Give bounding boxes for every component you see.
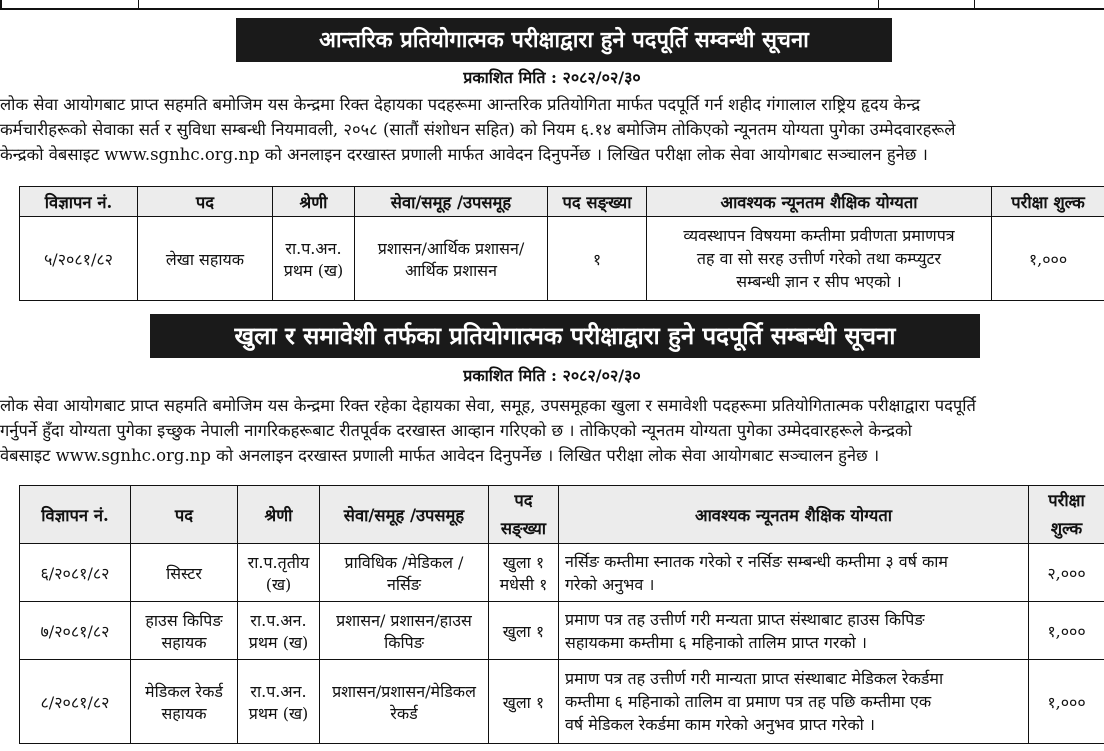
internal-notice-published-date: प्रकाशित मिति : २०८२/०२/३०	[463, 68, 641, 87]
cell-class: रा.प.अन. प्रथम (ख)	[238, 602, 320, 660]
paragraph-line: वेबसाइट www.sgnhc.org.np को अनलाइन दरखास्त प्रणाली मार्फत आवेदन दिनुपर्नेछ । लिखित परीक्षा लोक सेवा आयोगबाट सञ्चालन हुनेछ ।	[0, 446, 880, 465]
header-post-count: पद सङ्ख्या	[548, 187, 647, 217]
header-class: श्रेणी	[238, 486, 320, 544]
table-header-row	[20, 486, 1104, 544]
cell-ad-no: ५/२०८१/८२	[20, 217, 138, 301]
cell-ad-no: ७/२०८१/८२	[20, 602, 131, 660]
open-notice-published-date: प्रकाशित मिति : २०८२/०२/३०	[463, 366, 641, 385]
cell-service: प्रशासन/ प्रशासन/हाउस किपिङ	[320, 602, 489, 660]
open-notice-paragraph	[0, 393, 1104, 468]
cell-class: रा.प.अन. प्रथम (ख)	[273, 217, 355, 301]
table-row	[20, 602, 1104, 660]
header-post-count: पद सङ्ख्या	[489, 486, 559, 544]
internal-notice-title: आन्तरिक प्रतियोगात्मक परीक्षाद्वारा हुने पदपूर्ति सम्वन्धी सूचना	[236, 18, 892, 62]
cell-post: सिस्टर	[131, 544, 238, 602]
header-exam-fee: परीक्षा शुल्क	[992, 187, 1104, 217]
paragraph-line: लोक सेवा आयोगबाट प्राप्त सहमति बमोजिम यस केन्द्रमा रिक्त देहायका पदहरूमा आन्तरिक प्रतियोगिता मार्फत पदपूर्ति गर्न शहीद गंगालाल राष्ट्रिय हृदय केन्द्र	[0, 95, 921, 114]
header-post: पद	[131, 486, 238, 544]
cell-post-count: खुला १	[489, 660, 559, 744]
cell-service: प्रशासन/प्रशासन/मेडिकल रेकर्ड	[320, 660, 489, 744]
cell-service: प्रशासन/आर्थिक प्रशासन/ आर्थिक प्रशासन	[355, 217, 548, 301]
cell-qualification: प्रमाण पत्र तह उत्तीर्ण गरी मन्यता प्राप्त संस्थाबाट हाउस किपिङ सहायकमा कम्तीमा ६ महिनाको तालिम प्राप्त गरको ।	[559, 602, 1029, 660]
cell-exam-fee: २,०००	[1029, 544, 1104, 602]
table-row	[20, 217, 1104, 301]
previous-table-bottom-edge	[0, 0, 1104, 10]
cell-class: रा.प.तृतीय (ख)	[238, 544, 320, 602]
cell-post: मेडिकल रेकर्ड सहायक	[131, 660, 238, 744]
internal-notice-paragraph	[0, 92, 1104, 167]
cell-qualification: प्रमाण पत्र तह उत्तीर्ण गरी मान्यता प्राप्त संस्थाबाट मेडिकल रेकर्डमा कम्तीमा ६ महिनाको तालिम वा प्रमाण पत्र तह पछि कम्तीमा एक वर्ष मेडिकल रेकर्डमा काम गरेको अनुभव प्राप्त गरेको ।	[559, 660, 1029, 744]
cell-post-count: खुला १	[489, 602, 559, 660]
cell-service: प्राविधिक /मेडिकल / नर्सिङ	[320, 544, 489, 602]
paragraph-line: लोक सेवा आयोगबाट प्राप्त सहमति बमोजिम यस केन्द्रमा रिक्त रहेका देहायका सेवा, समूह, उपसमूहका खुला र समावेशी पदहरूमा प्रतियोगितात्मक परीक्षाद्वारा पदपूर्ति	[0, 396, 976, 415]
cell-qualification: नर्सिङ कम्तीमा स्नातक गरेको र नर्सिङ सम्बन्धी कम्तीमा ३ वर्ष काम गरेको अनुभव ।	[559, 544, 1029, 602]
header-exam-fee: परीक्षा शुल्क	[1029, 486, 1104, 544]
cell-qualification: व्यवस्थापन विषयमा कम्तीमा प्रवीणता प्रमाणपत्र तह वा सो सरह उत्तीर्ण गरेको तथा कम्प्युटर सम्बन्धी ज्ञान र सीप भएको ।	[647, 217, 992, 301]
table-row	[20, 544, 1104, 602]
cell-ad-no: ८/२०८१/८२	[20, 660, 131, 744]
cell-post: लेखा सहायक	[138, 217, 273, 301]
internal-vacancy-table	[19, 186, 1104, 301]
cell-post: हाउस किपिङ सहायक	[131, 602, 238, 660]
header-class: श्रेणी	[273, 187, 355, 217]
header-post: पद	[138, 187, 273, 217]
header-ad-no: विज्ञापन नं.	[20, 187, 138, 217]
header-qualification: आवश्यक न्यूनतम शैक्षिक योग्यता	[647, 187, 992, 217]
cell-post-count: १	[548, 217, 647, 301]
open-inclusive-notice-title: खुला र समावेशी तर्फका प्रतियोगात्मक परीक्षाद्वारा हुने पदपूर्ति सम्बन्धी सूचना	[150, 314, 980, 358]
cell-exam-fee: १,०००	[1029, 660, 1104, 744]
cell-post-count: खुला १ मधेसी १	[489, 544, 559, 602]
header-service: सेवा/समूह /उपसमूह	[320, 486, 489, 544]
paragraph-line: कर्मचारीहरूको सेवाका सर्त र सुविधा सम्बन्धी नियमावली, २०५८ (सातौं संशोधन सहित) को नियम ६.१४ बमोजिम तोकिएको न्यूनतम योग्यता पुगेका उम्मेदवारहरूले	[0, 120, 956, 139]
open-vacancy-table	[19, 485, 1104, 744]
cell-class: रा.प.अन. प्रथम (ख)	[238, 660, 320, 744]
paragraph-line: केन्द्रको वेबसाइट www.sgnhc.org.np को अनलाइन दरखास्त प्रणाली मार्फत आवेदन दिनुपर्नेछ । लिखित परीक्षा लोक सेवा आयोगबाट सञ्चालन हुनेछ ।	[0, 145, 928, 164]
header-qualification: आवश्यक न्यूनतम शैक्षिक योग्यता	[559, 486, 1029, 544]
header-ad-no: विज्ञापन नं.	[20, 486, 131, 544]
paragraph-line: गर्नुपर्ने हुँदा योग्यता पुगेका इच्छुक नेपाली नागरिकहरूबाट रीतपूर्वक दरखास्त आव्हान गरिएको छ । तोकिएको न्यूनतम योग्यता पुगेका उम्मेदवारहरूले केन्द्रको	[0, 421, 912, 440]
cell-exam-fee: १,०००	[992, 217, 1104, 301]
cell-exam-fee: १,०००	[1029, 602, 1104, 660]
table-header-row	[20, 187, 1104, 217]
header-service: सेवा/समूह /उपसमूह	[355, 187, 548, 217]
table-row	[20, 660, 1104, 744]
cell-ad-no: ६/२०८१/८२	[20, 544, 131, 602]
